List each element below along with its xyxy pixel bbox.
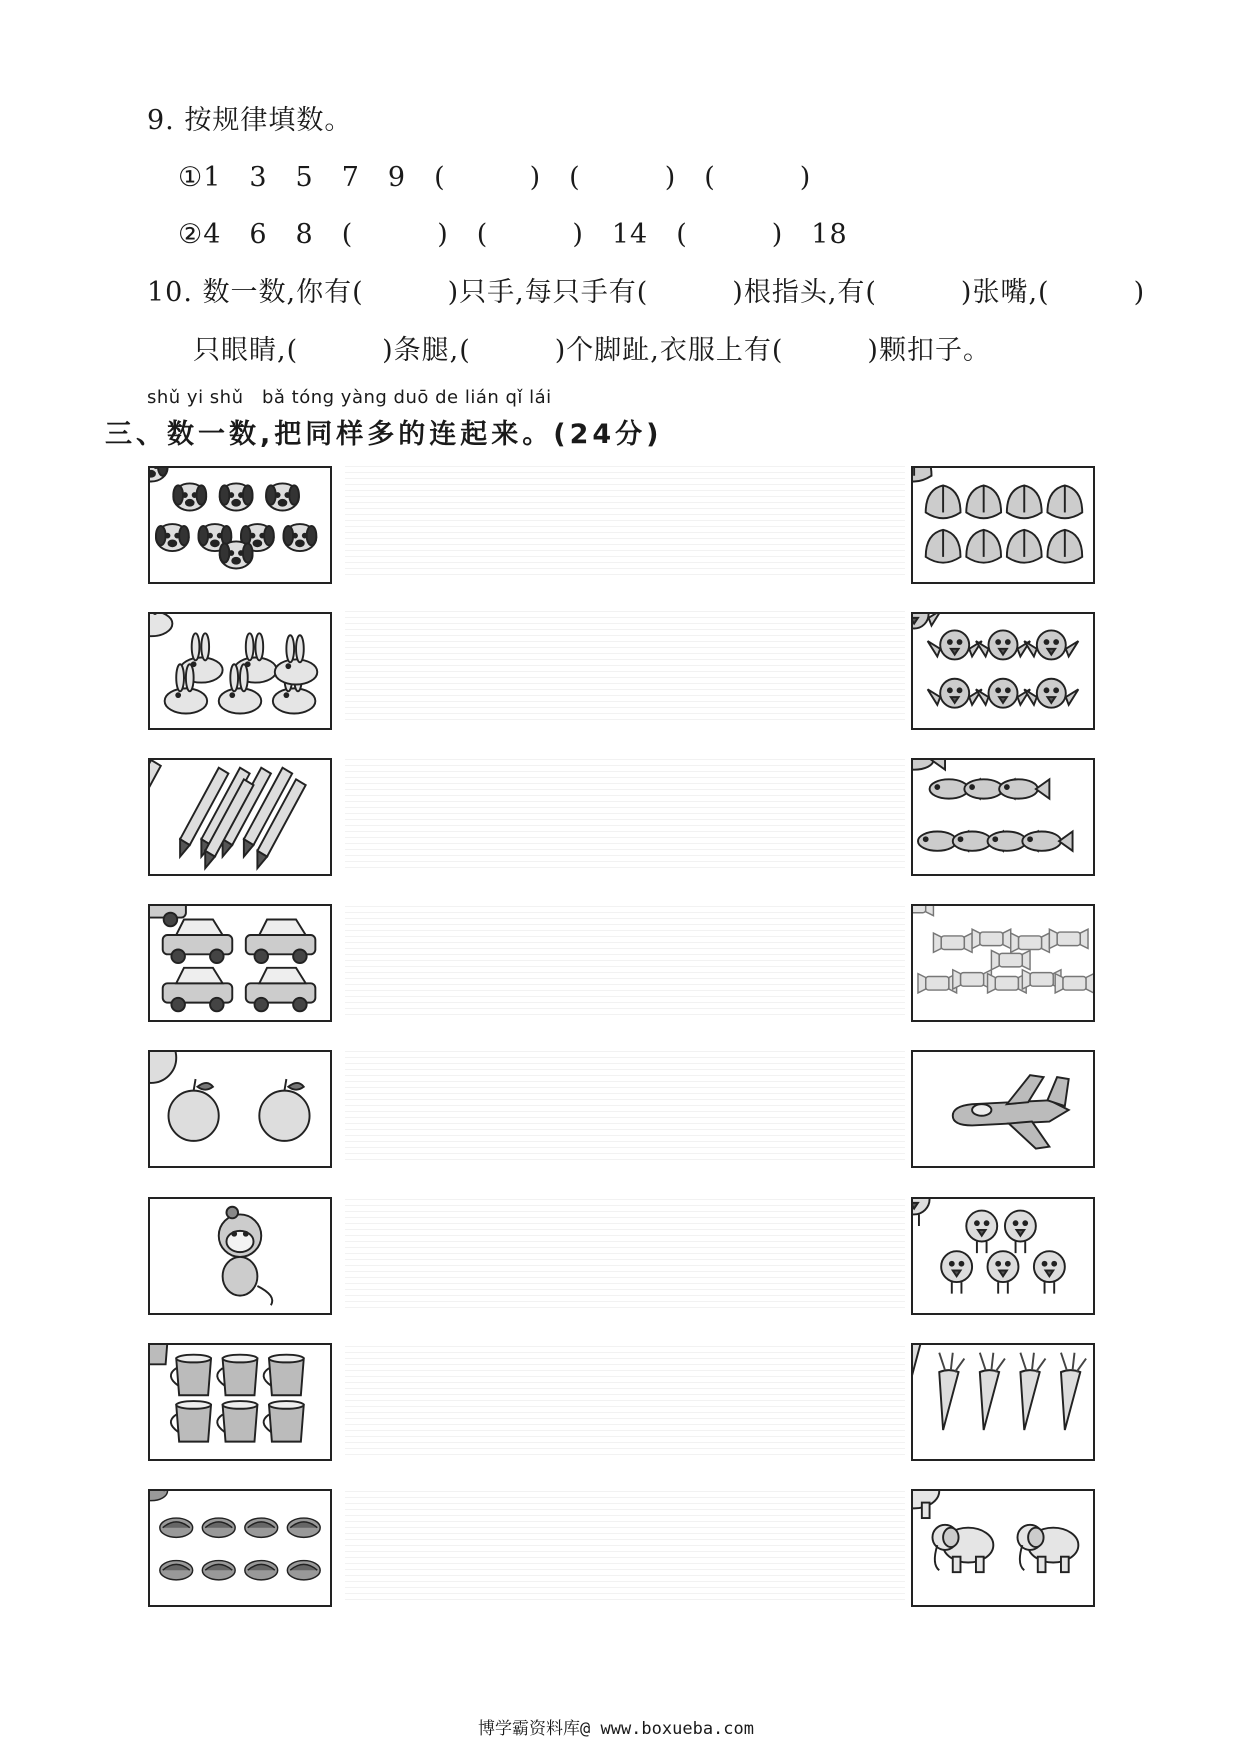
q10-line-1: 10. 数一数,你有( )只手,每只手有( )根指头,有( )张嘴,( ) — [147, 277, 1146, 308]
apple-icon — [150, 1052, 330, 1166]
footer-watermark: 博学霸资料库@ www.boxueba.com — [478, 1719, 754, 1739]
fish-icon — [913, 760, 1093, 874]
elephants-picture[interactable] — [911, 1489, 1095, 1607]
section3-title: 三、数一数,把同样多的连起来。(24分) — [105, 419, 663, 450]
monkey-icon — [150, 1199, 330, 1313]
chicks-picture[interactable] — [911, 1197, 1095, 1315]
cabbages-picture[interactable] — [148, 1489, 332, 1607]
bird-icon — [913, 614, 1093, 728]
car-icon — [150, 906, 330, 1020]
airplane-picture[interactable] — [911, 1050, 1095, 1168]
q10-line-2: 只眼睛,( )条腿,( )个脚趾,衣服上有( )颗扣子。 — [193, 335, 991, 366]
peaches-picture[interactable] — [911, 466, 1095, 584]
cups-picture[interactable] — [148, 1343, 332, 1461]
candies-picture[interactable] — [911, 904, 1095, 1022]
fish-picture[interactable] — [911, 758, 1095, 876]
carrot-icon — [913, 1345, 1093, 1459]
airplane-icon — [913, 1052, 1093, 1166]
section3-pinyin: shǔ yi shǔ bǎ tóng yàng duō de lián qǐ lái — [147, 387, 552, 408]
q9-sequence-1: ①1 3 5 7 9 ( ) ( ) ( ) — [178, 162, 812, 193]
dogs-picture[interactable] — [148, 466, 332, 584]
rabbits-picture[interactable] — [148, 612, 332, 730]
q9-title: 9. 按规律填数。 — [147, 105, 353, 136]
cabbage-icon — [150, 1491, 330, 1605]
apples-picture[interactable] — [148, 1050, 332, 1168]
monkey-picture[interactable] — [148, 1197, 332, 1315]
dog-icon — [150, 468, 330, 582]
candy-icon — [913, 906, 1093, 1020]
cup-icon — [150, 1345, 330, 1459]
peach-icon — [913, 468, 1093, 582]
rabbit-icon — [150, 614, 330, 728]
pencils-picture[interactable] — [148, 758, 332, 876]
birds-picture[interactable] — [911, 612, 1095, 730]
chick-icon — [913, 1199, 1093, 1313]
q9-sequence-2: ②4 6 8 ( ) ( ) 14 ( ) 18 — [178, 219, 848, 250]
carrots-picture[interactable] — [911, 1343, 1095, 1461]
elephant-icon — [913, 1491, 1093, 1605]
cars-picture[interactable] — [148, 904, 332, 1022]
pencil-icon — [150, 760, 330, 874]
